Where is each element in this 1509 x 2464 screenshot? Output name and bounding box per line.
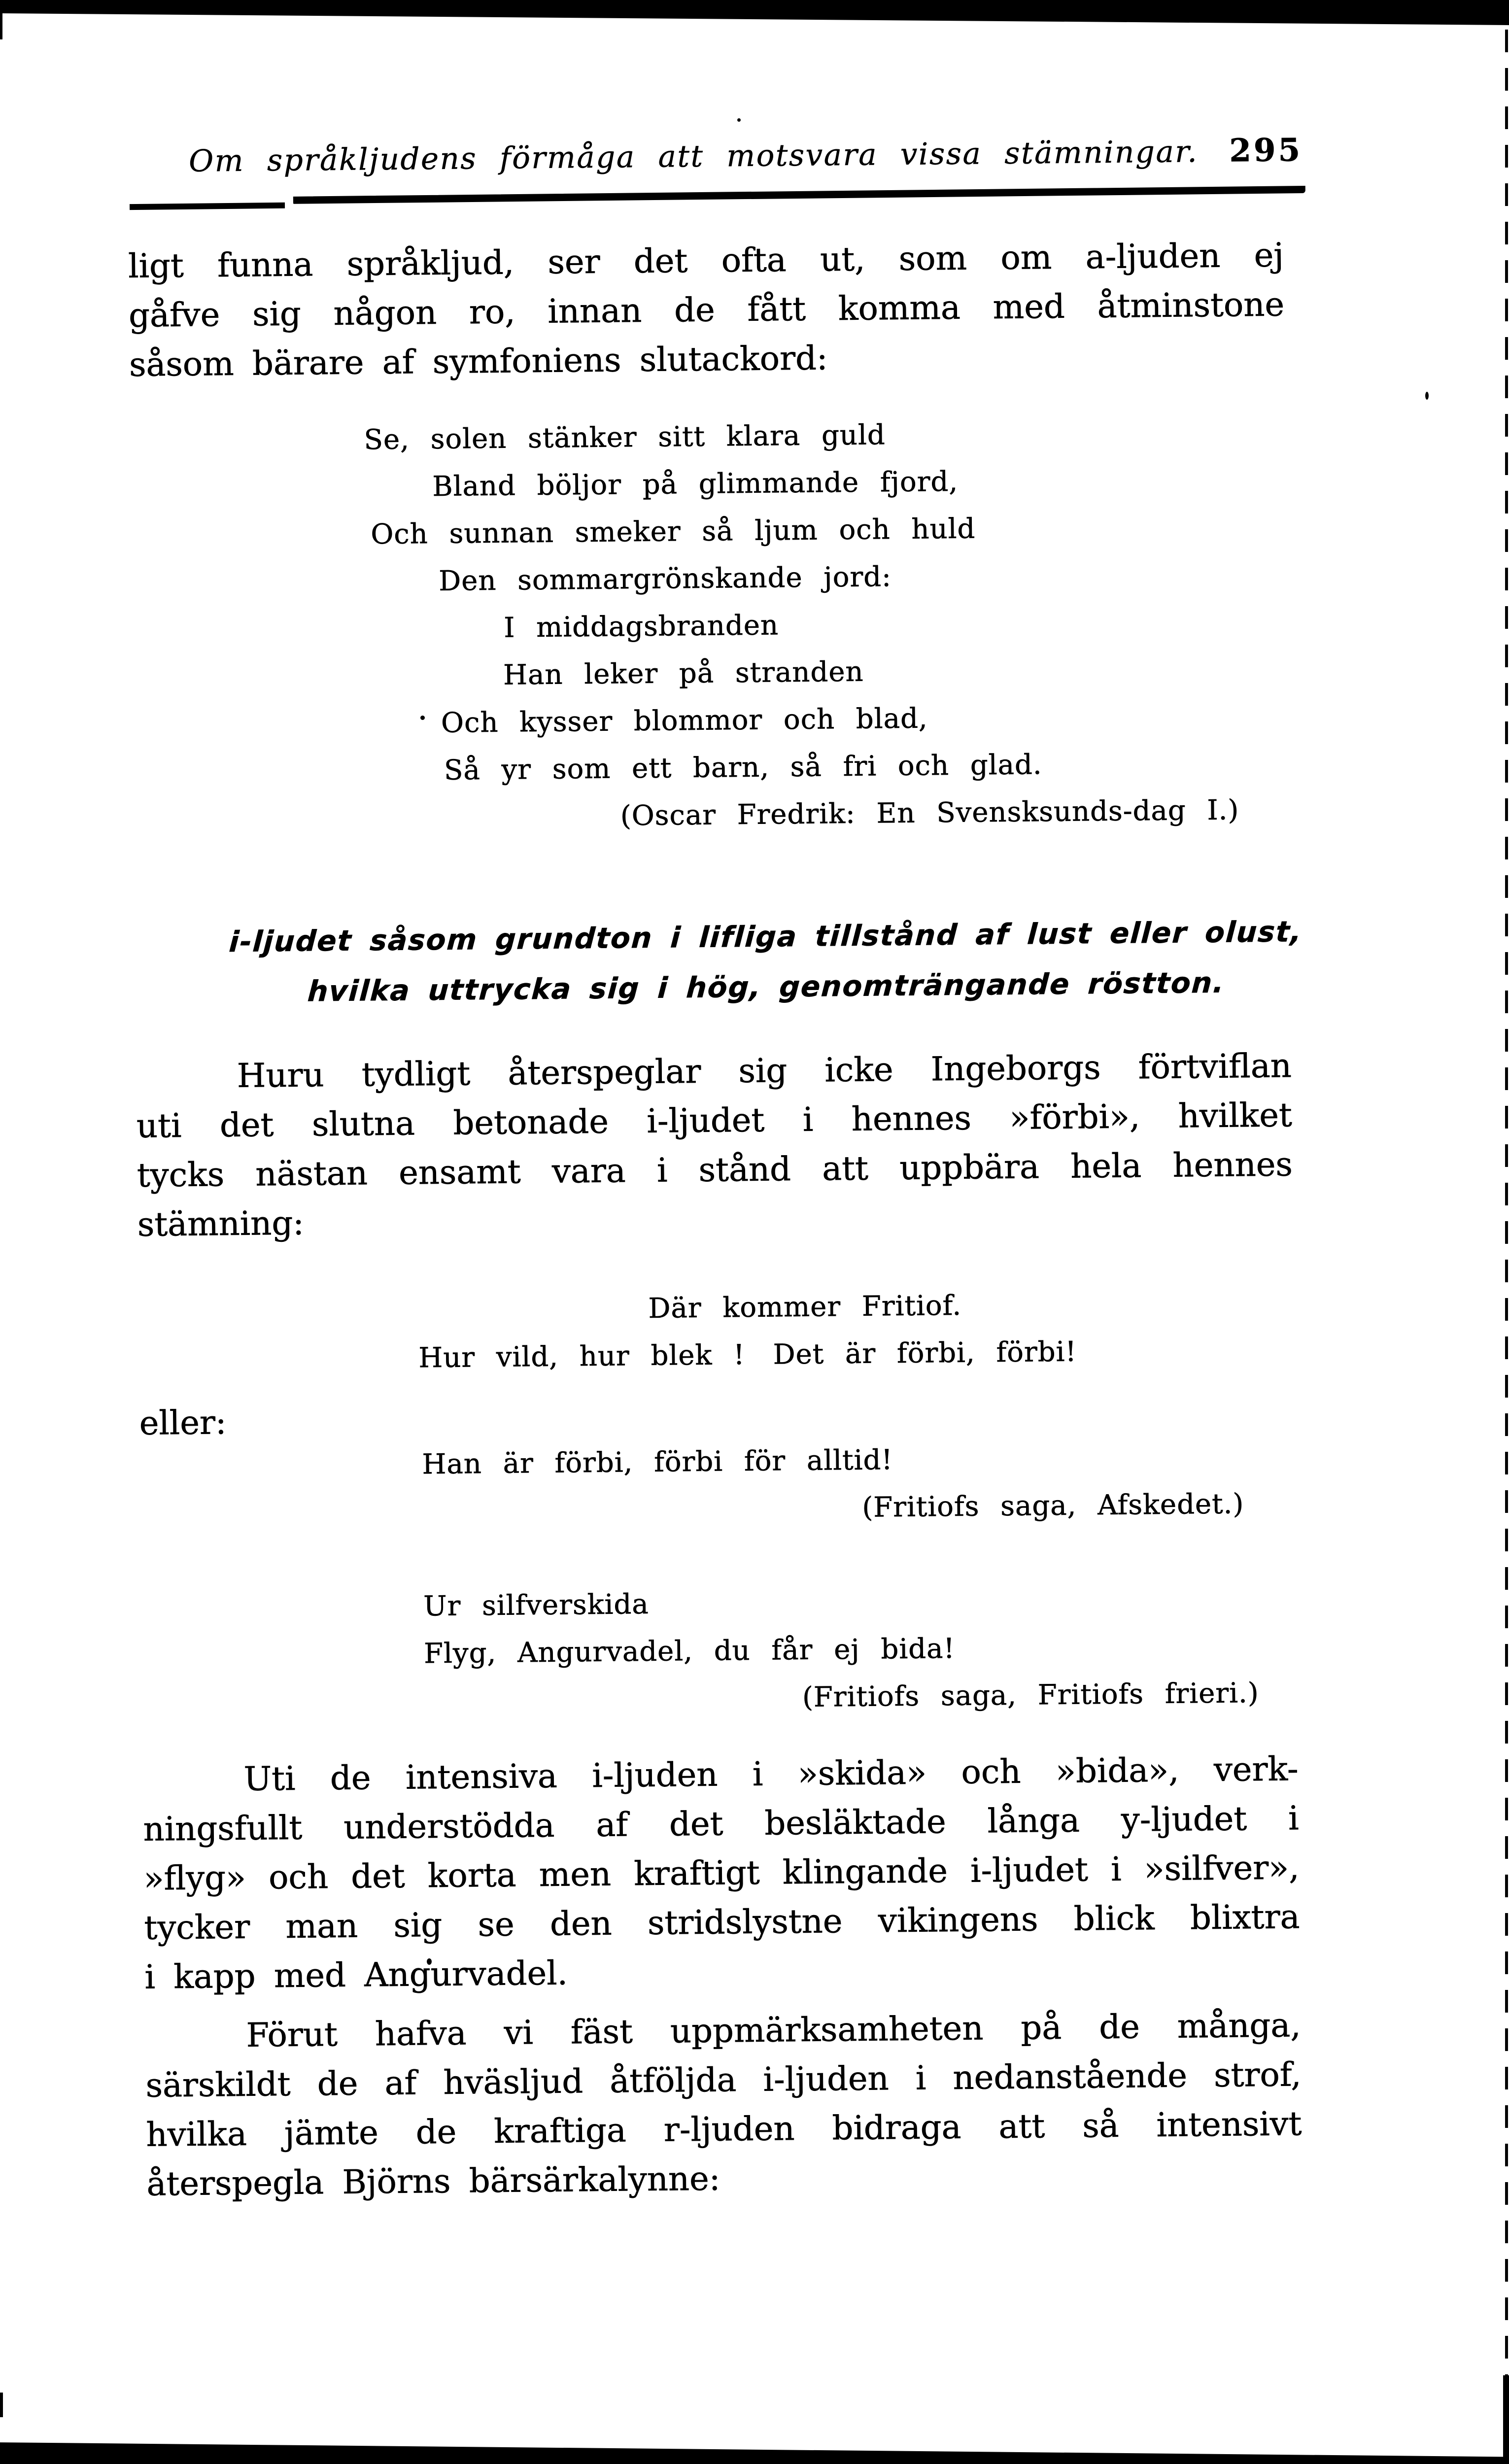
scan-artifact-left-edge [0, 0, 2, 39]
quote-attribution: (Fritiofs saga, Afskedet.) [862, 1488, 1244, 1524]
text-line: ningsfullt understödda af det besläktade långa y-ljudet i [143, 1799, 1299, 1848]
text-line: Huru tydligt återspeglar sig icke Ingeborgs förtviflan [237, 1046, 1292, 1095]
page-content [126, 0, 1305, 2464]
quote-attribution: (Oscar Fredrik: En Svensksunds-dag I.) [620, 794, 1239, 832]
verse-line: Se, solen stänker sitt klara guld [364, 419, 886, 456]
text-line: särskildt de af hväsljud åtföljda i-ljuden i nedanstående strof, [145, 2055, 1302, 2105]
text-line: i kapp med Angurvadel. [144, 1953, 568, 1996]
paragraph-2 [136, 1041, 1293, 1249]
text-line: tycks nästan ensamt vara i stånd att uppbära hela hennes [137, 1145, 1293, 1195]
section-heading-line: hvilka uttrycka sig i hög, genomträngande röstton. [307, 965, 1226, 1008]
verse-line: Hur vild, hur blek ! Det är förbi, förbi! [418, 1335, 1077, 1374]
section-heading-line: i-ljudet såsom grundton i lifliga tillstånd af lust eller olust, [228, 915, 1303, 959]
text-line: återspegla Björns bärsärkalynne: [146, 2159, 720, 2203]
paragraph-4 [145, 2000, 1303, 2208]
scan-artifact-left-mark [0, 2393, 3, 2417]
scan-artifact-right-edge [1505, 30, 1508, 2444]
scan-speck [1425, 392, 1429, 400]
text-line: såsom bärare af symfoniens slutackord: [129, 339, 828, 384]
text-line: stämning: [137, 1203, 305, 1244]
quote-frieri [141, 1574, 1298, 1727]
scan-artifact-right-edge-heavy [1503, 2375, 1509, 2464]
verse-line: Så yr som ett barn, så fri och glad. [444, 749, 1042, 787]
paragraph-3 [142, 1744, 1301, 2001]
page-number: 295 [1229, 132, 1303, 170]
poem-svensksund [130, 408, 1289, 844]
verse-line: Bland böljor på glimmande fjord, [432, 465, 959, 503]
text-line: Förut hafva vi fäst uppmärksamheten på de många, [246, 2006, 1301, 2054]
header-rule-main [293, 186, 1305, 204]
text-line: »flyg» och det korta men kraftigt klingande i-ljudet i »silfver», [143, 1848, 1300, 1898]
text-line: tycker man sig se den stridslystne vikingens blick blixtra [144, 1897, 1300, 1947]
text-line: ligt funna språkljud, ser det ofta ut, som om a-ljuden ej [128, 236, 1284, 285]
verse-line: Han är förbi, förbi för alltid! [422, 1444, 893, 1481]
page-header [127, 132, 1303, 179]
paragraph-1 [128, 230, 1285, 389]
verse-line: Den sommargrönskande jord: [439, 561, 892, 597]
running-title: Om språkljudens förmåga att motsvara vissa stämningar. [188, 134, 1199, 179]
verse-line: Och kysser blommor och blad, [441, 702, 928, 739]
section-heading [188, 906, 1344, 1018]
header-rule-left-segment [130, 203, 285, 210]
verse-line: I middagsbranden [503, 609, 779, 644]
quote-fritiof [138, 1279, 1295, 1385]
text-line: gåfve sig någon ro, innan de fått komma med åtminstone [128, 285, 1285, 335]
verse-line: Och sunnan smeker så ljum och huld [371, 513, 976, 551]
text-line: hvilka jämte de kraftiga r-ljuden bidraga att så intensivt [146, 2104, 1302, 2154]
verse-line: Han leker på stranden [503, 655, 864, 691]
verse-line: Flyg, Angurvadel, du får ej bida! [423, 1633, 956, 1670]
quote-attribution: (Fritiofs saga, Fritiofs frieri.) [802, 1677, 1259, 1713]
quote-afskedet [139, 1433, 1296, 1539]
verse-line: Där kommer Fritiof. [648, 1289, 962, 1325]
text-line: eller: [139, 1403, 227, 1442]
text-line: uti det slutna betonade i-ljudet i hennes »förbi», hvilket [136, 1095, 1293, 1145]
text-line: Uti de intensiva i-ljuden i »skida» och »bida», verk- [243, 1749, 1299, 1798]
verse-line: Ur silfverskida [423, 1588, 650, 1623]
